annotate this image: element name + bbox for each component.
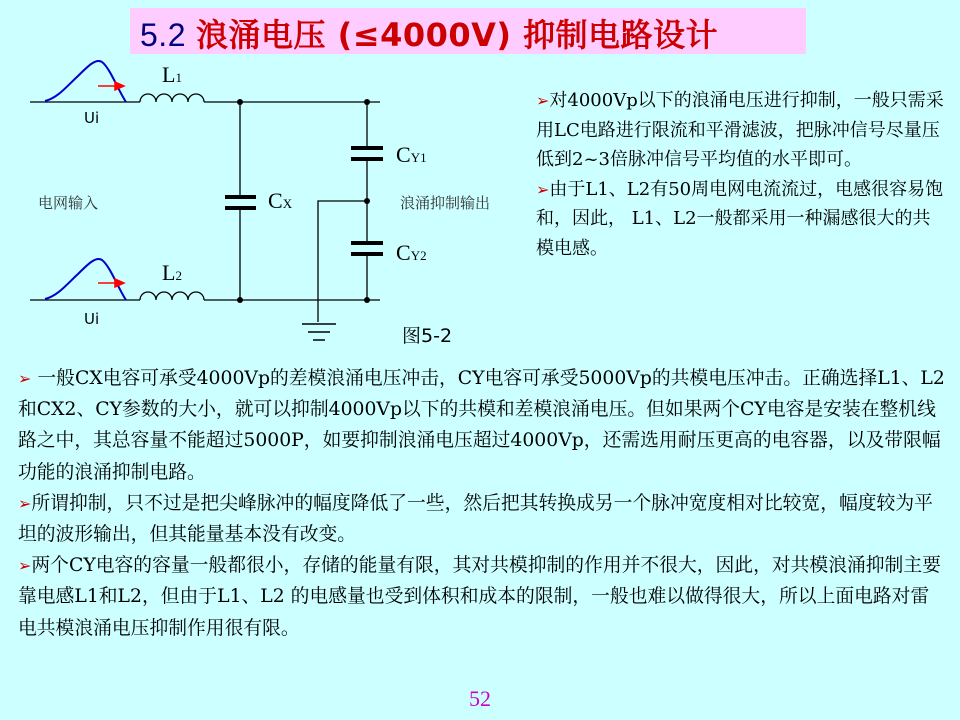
bullet-arrow-icon: ➢ (18, 369, 32, 388)
l1-label: L1 (162, 62, 182, 87)
surge-output-label: 浪涌抑制输出 (400, 194, 491, 212)
cy1-label: CY1 (396, 142, 427, 167)
pulse-waveform-top (45, 61, 126, 102)
top-line (30, 94, 380, 102)
bullet-arrow-icon: ➢ (536, 91, 550, 110)
ground-symbol (302, 201, 367, 340)
bottom-paragraphs (18, 363, 948, 644)
cy2-label: CY2 (396, 240, 427, 265)
bottom-paragraph-3: ➢两个CY电容的容量一般都很小，存储的能量有限，其对共模抑制的作用并不很大，因此，对共模浪涌抑制主要靠电感L1和L2，但由于L1、L2 的电感量也受到体积和成本的限制，一般也难以做得很大，所以上面电路对雷电共模浪涌电压抑制作用很有限。 (18, 555, 941, 639)
pulse-waveform-bottom (45, 259, 126, 300)
section-number: 5.2 (140, 17, 186, 53)
title-text: 浪涌电压 (≤4000V) 抑制电路设计 (195, 16, 719, 54)
right-paragraph-2: ➢由于L1、L2有50周电网电流流过，电感很容易饱和，因此， L1、L2一般都采用一种漏感很大的共模电感。 (536, 178, 944, 259)
page-title (140, 10, 718, 56)
bullet-arrow-icon: ➢ (18, 493, 32, 513)
grid-input-label: 电网输入 (38, 194, 99, 212)
cx-label: CX (268, 188, 293, 213)
right-paragraphs (536, 86, 948, 264)
bullet-arrow-icon: ➢ (536, 179, 550, 199)
ui-bottom-label: Ui (84, 310, 100, 328)
bottom-line (30, 292, 380, 300)
figure-caption: 图5-2 (402, 325, 453, 347)
bottom-paragraph-1: ➢ 一般CX电容可承受4000Vp的差模浪涌电压冲击，CY电容可承受5000Vp的共模电压冲击。正确选择L1、L2和CX2、CY参数的大小，就可以抑制4000Vp以下的共模和差模浪涌电压。但如果两个CY电容是安装在整机线路之中，其总容量不能超过5000P，如要抑制浪涌电压超过4000Vp，还需选用耐压更高的电容器，以及带限幅功能的浪涌抑制电路。 (18, 368, 945, 483)
cx-capacitor (225, 102, 256, 300)
l2-label: L2 (162, 260, 182, 285)
pulse-arrows (98, 82, 124, 287)
bottom-paragraph-2: ➢所谓抑制，只不过是把尖峰脉冲的幅度降低了一些，然后把其转换成另一个脉冲宽度相对比较宽，幅度较为平坦的波形输出，但其能量基本没有改变。 (18, 492, 933, 546)
page-number: 52 (469, 686, 491, 711)
ui-top-label: Ui (84, 109, 100, 127)
right-paragraph-1: ➢对4000Vp以下的浪涌电压进行抑制，一般只需采用LC电路进行限流和平滑滤波，把脉冲信号尽量压低到2~3倍脉冲信号平均值的水平即可。 (536, 90, 944, 171)
bullet-arrow-icon: ➢ (18, 556, 32, 576)
